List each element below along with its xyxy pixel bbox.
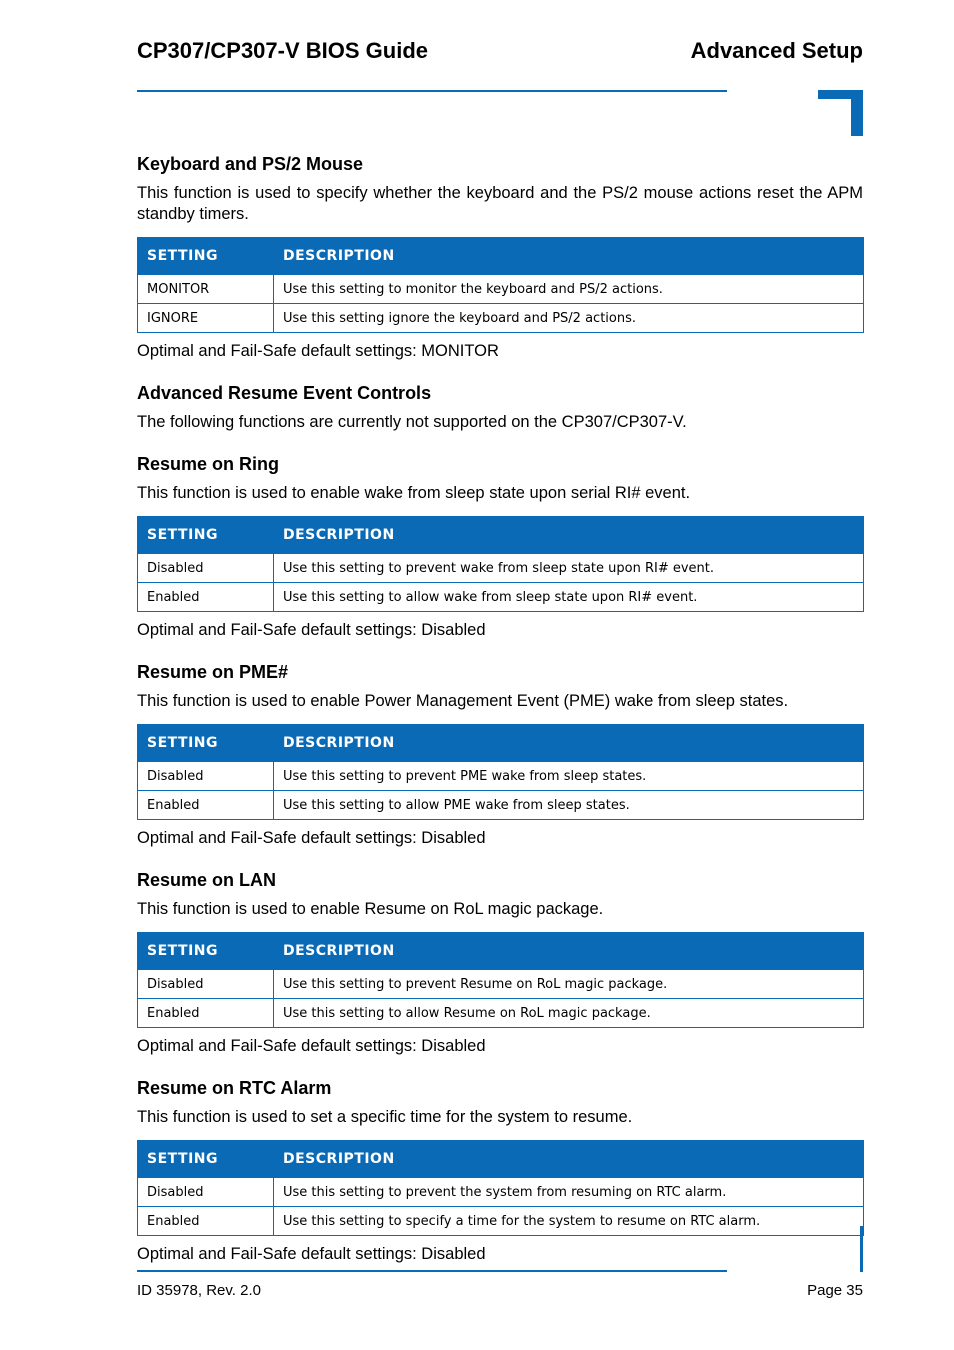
table-row [138, 583, 864, 612]
description-cell: Use this setting to specify a time for the system to resume on RTC alarm. [274, 1207, 864, 1236]
section-title: Advanced Setup [690, 38, 863, 63]
setting-cell: Disabled [138, 554, 274, 583]
table-row [138, 554, 864, 583]
setting-column-header: SETTING [138, 517, 274, 554]
section-text: This function is used to set a specific time for the system to resume. [137, 1108, 633, 1126]
table-header-row [138, 725, 864, 762]
description-cell: Use this setting to prevent the system from resuming on RTC alarm. [274, 1178, 864, 1207]
default-setting-text: Optimal and Fail-Safe default settings: MONITOR [137, 342, 499, 360]
setting-cell: Disabled [138, 1178, 274, 1207]
section-heading: Advanced Resume Event Controls [137, 383, 432, 403]
description-cell: Use this setting to prevent Resume on RoL magic package. [274, 970, 864, 999]
page-content [137, 153, 863, 1265]
section-heading: Keyboard and PS/2 Mouse [137, 154, 364, 174]
section-text: This function is used to enable Power Management Event (PME) wake from sleep states. [137, 692, 789, 710]
page-number: Page 35 [807, 1282, 863, 1299]
description-column-header: DESCRIPTION [274, 933, 864, 970]
default-setting-text: Optimal and Fail-Safe default settings: Disabled [137, 829, 486, 847]
setting-cell: IGNORE [138, 304, 274, 333]
table-row [138, 791, 864, 820]
description-cell: Use this setting ignore the keyboard and PS/2 actions. [274, 304, 864, 333]
setting-column-header: SETTING [138, 725, 274, 762]
description-cell: Use this setting to allow PME wake from sleep states. [274, 791, 864, 820]
description-column-header: DESCRIPTION [274, 517, 864, 554]
table-row [138, 1178, 864, 1207]
settings-table [137, 724, 864, 820]
table-row [138, 304, 864, 333]
table-header-row [138, 1141, 864, 1178]
description-cell: Use this setting to monitor the keyboard and PS/2 actions. [274, 275, 864, 304]
table-row [138, 275, 864, 304]
default-setting-text: Optimal and Fail-Safe default settings: Disabled [137, 1037, 486, 1055]
table-row [138, 970, 864, 999]
setting-cell: Disabled [138, 762, 274, 791]
header-rule [137, 90, 727, 92]
table-row [138, 999, 864, 1028]
corner-mark-bottom [860, 1226, 863, 1272]
setting-column-header: SETTING [138, 238, 274, 275]
description-cell: Use this setting to prevent wake from sleep state upon RI# event. [274, 554, 864, 583]
setting-column-header: SETTING [138, 933, 274, 970]
settings-table [137, 1140, 864, 1236]
settings-table [137, 932, 864, 1028]
setting-cell: MONITOR [138, 275, 274, 304]
description-column-header: DESCRIPTION [274, 1141, 864, 1178]
description-cell: Use this setting to allow Resume on RoL magic package. [274, 999, 864, 1028]
document-id: ID 35978, Rev. 2.0 [137, 1282, 261, 1299]
setting-cell: Enabled [138, 999, 274, 1028]
setting-column-header: SETTING [138, 1141, 274, 1178]
default-setting-text: Optimal and Fail-Safe default settings: Disabled [137, 621, 486, 639]
setting-cell: Enabled [138, 583, 274, 612]
table-row [138, 1207, 864, 1236]
description-cell: Use this setting to prevent PME wake from sleep states. [274, 762, 864, 791]
setting-cell: Enabled [138, 1207, 274, 1236]
description-column-header: DESCRIPTION [274, 238, 864, 275]
setting-cell: Disabled [138, 970, 274, 999]
section-heading: Resume on PME# [137, 662, 289, 682]
section-text: This function is used to enable wake from sleep state upon serial RI# event. [137, 484, 691, 502]
default-setting-text: Optimal and Fail-Safe default settings: Disabled [137, 1245, 486, 1263]
table-header-row [138, 517, 864, 554]
section-text: The following functions are currently not supported on the CP307/CP307-V. [137, 413, 687, 431]
section-text: This function is used to specify whether the keyboard and the PS/2 mouse actions reset the APM standby timers. [137, 184, 863, 223]
section-heading: Resume on Ring [137, 454, 280, 474]
description-column-header: DESCRIPTION [274, 725, 864, 762]
section-heading: Resume on RTC Alarm [137, 1078, 332, 1098]
table-row [138, 762, 864, 791]
description-cell: Use this setting to allow wake from sleep state upon RI# event. [274, 583, 864, 612]
settings-table [137, 237, 864, 333]
table-header-row [138, 933, 864, 970]
settings-table [137, 516, 864, 612]
section-heading: Resume on LAN [137, 870, 277, 890]
table-header-row [138, 238, 864, 275]
footer-rule [137, 1270, 727, 1272]
setting-cell: Enabled [138, 791, 274, 820]
document-title: CP307/CP307-V BIOS Guide [137, 38, 428, 63]
corner-mark-top [818, 90, 863, 136]
section-text: This function is used to enable Resume on RoL magic package. [137, 900, 604, 918]
